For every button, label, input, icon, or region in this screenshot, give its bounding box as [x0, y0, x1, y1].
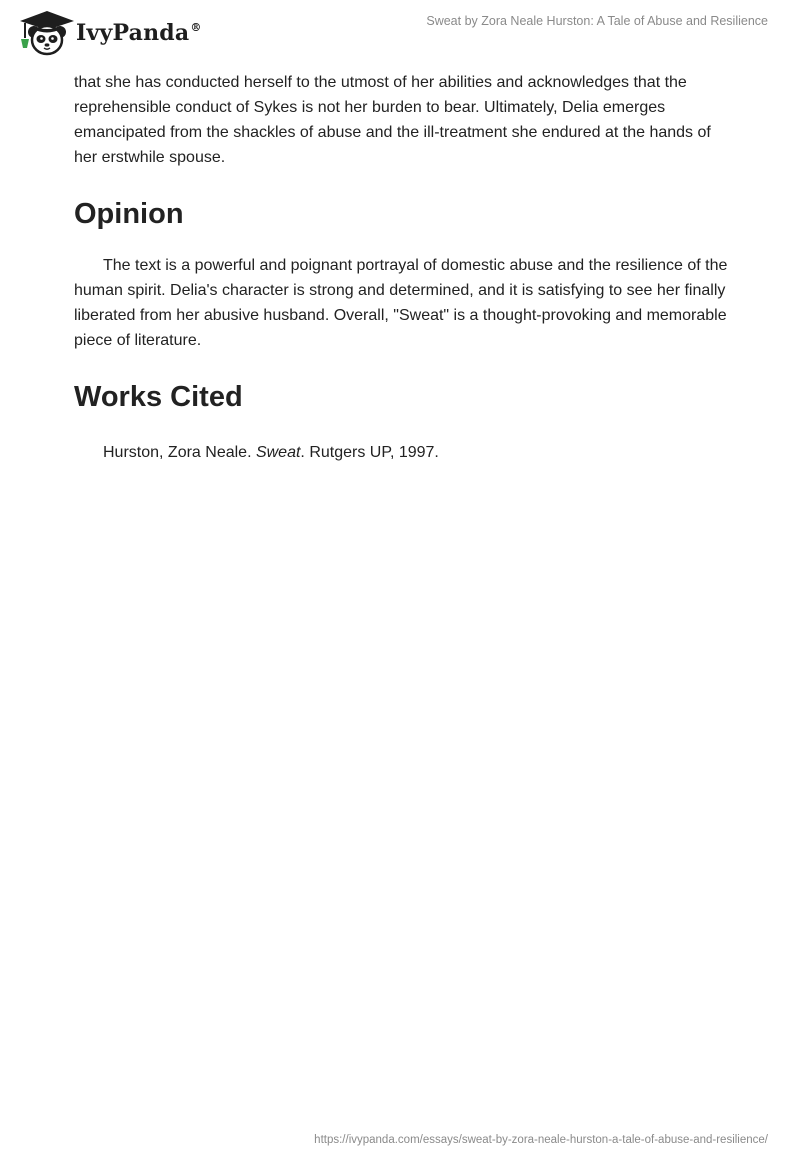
- brand-name: IvyPanda®: [76, 20, 202, 46]
- panda-graduation-cap-icon: [14, 8, 76, 56]
- citation-author: Hurston, Zora Neale.: [103, 444, 256, 461]
- citation-entry: [74, 440, 730, 465]
- footer-source-url[interactable]: https://ivypanda.com/essays/sweat-by-zora-neale-hurston-a-tale-of-abuse-and-resilience/: [314, 1134, 768, 1146]
- citation-publisher: . Rutgers UP, 1997.: [300, 444, 439, 461]
- works-cited-heading: Works Cited: [74, 381, 243, 413]
- intro-paragraph: that she has conducted herself to the utmost of her abilities and acknowledges that the reprehensible conduct of Sykes is not her burden to bear. Ultimately, Delia emerges emancipated from the shackles of abuse and the ill-treatment she endured at the hands of her erstwhile spouse.: [74, 74, 711, 166]
- opinion-heading: Opinion: [74, 198, 184, 230]
- document-title: Sweat by Zora Neale Hurston: A Tale of Abuse and Resilience: [426, 14, 768, 28]
- registered-mark: ®: [190, 21, 202, 34]
- ivypanda-logo[interactable]: [14, 8, 202, 56]
- opinion-paragraph: The text is a powerful and poignant portrayal of domestic abuse and the resilience of the human spirit. Delia's character is strong and determined, and it is satisfying to see her finally liberated from her abusive husband. Overall, "Sweat" is a thought-provoking and memorable piece of literature.: [74, 257, 728, 349]
- essay-content: [74, 70, 730, 465]
- citation-title: Sweat: [255, 444, 301, 461]
- page-header: [0, 0, 800, 64]
